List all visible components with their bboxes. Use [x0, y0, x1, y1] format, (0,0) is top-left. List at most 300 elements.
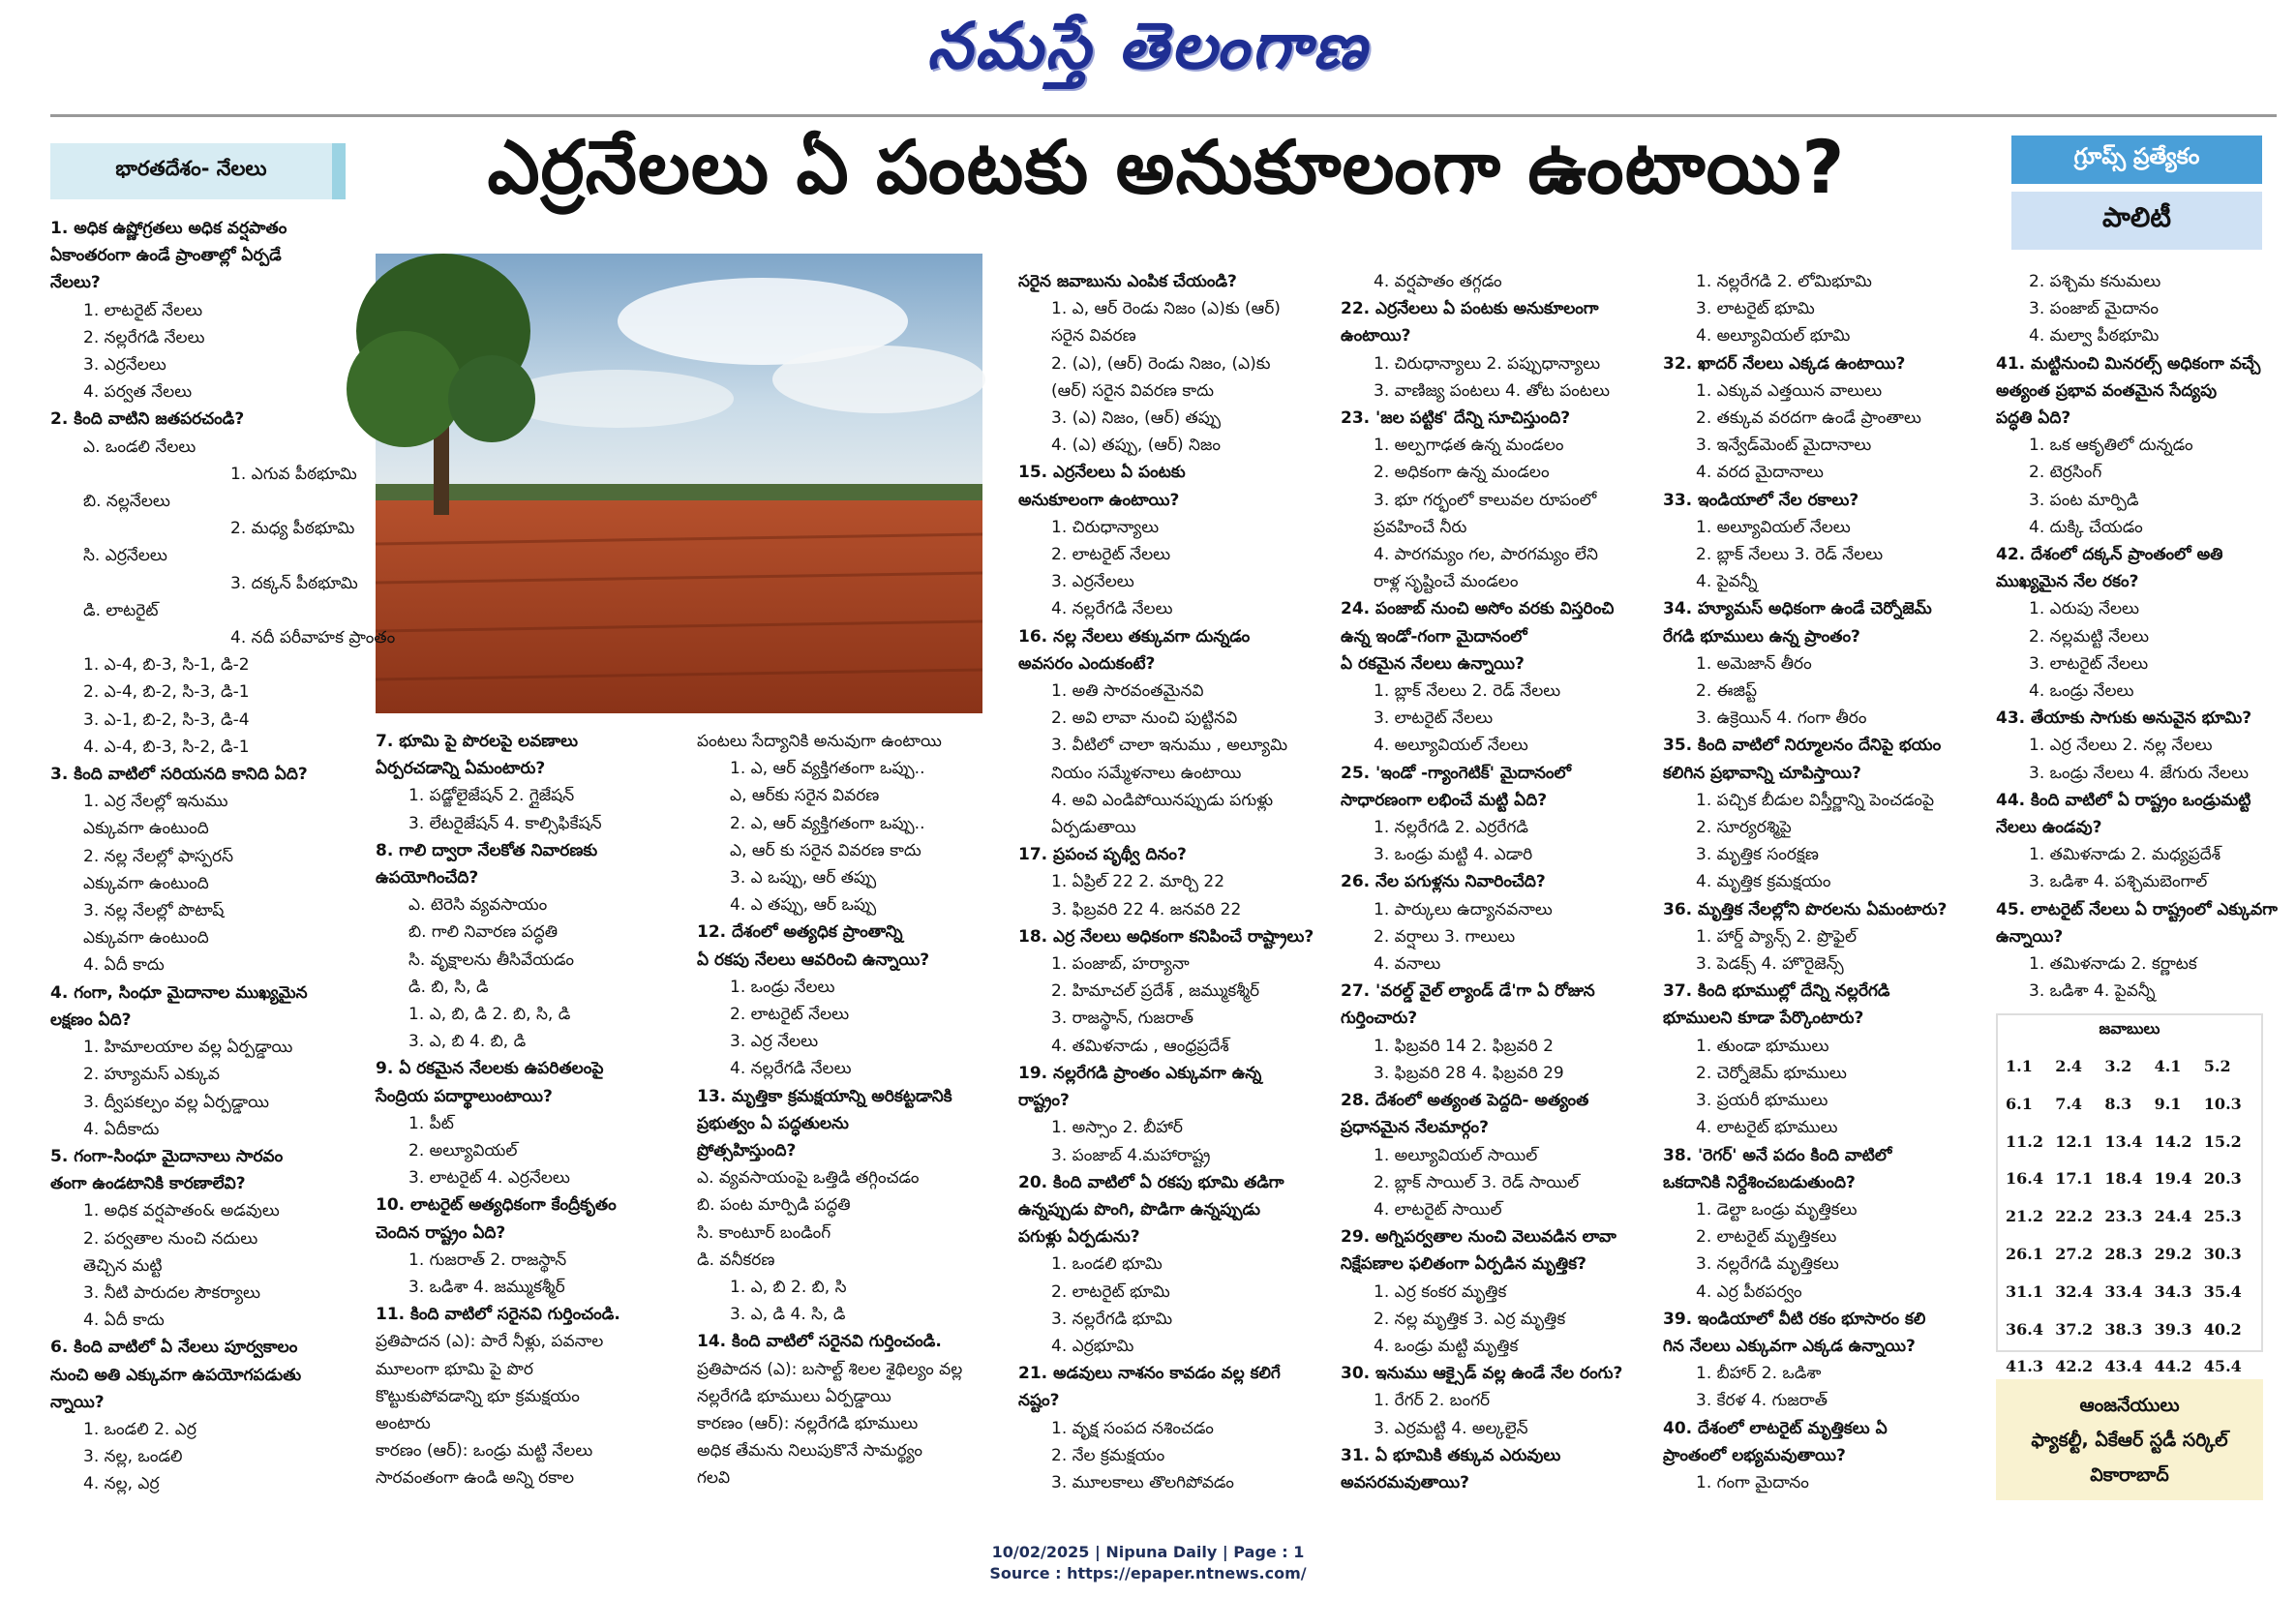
question-text: 45. లాటరైట్ నేలలు ఏ రాష్ట్రంలో ఎక్కువగా — [1996, 899, 2278, 919]
question-text: ఏ రకపు నేలలు ఆవరించి ఉన్నాయి? — [697, 949, 930, 970]
option-text: 2. బ్లాక్ నేలలు 3. రెడ్ నేలలు — [1696, 545, 1884, 565]
option-text: 2. (ఎ), (ఆర్) రెండు నిజం, (ఎ)కు — [1051, 353, 1271, 374]
answer-item: 29.2 — [2154, 1244, 2192, 1263]
answer-item: 24.4 — [2154, 1207, 2192, 1226]
option-text: 1. ఎగువ పీఠభూమి — [230, 464, 357, 484]
option-text: నల్లరేగడి భూములు ఏర్పడ్డాయి — [697, 1386, 891, 1406]
author-location: వికారాబాద్ — [2090, 1463, 2169, 1486]
question-text: చెందిన రాష్ట్రం ఏది? — [376, 1222, 506, 1243]
answer-item: 11.2 — [2006, 1131, 2043, 1151]
option-text: 4. పారగమ్యం గల, పారగమ్యం లేని — [1374, 545, 1598, 565]
question-text: 8. గాలి ద్వారా నేలకోత నివారణకు — [376, 840, 598, 860]
question-text: భూములని కూడా పేర్కొంటారు? — [1663, 1009, 1864, 1029]
answer-item: 41.3 — [2006, 1357, 2043, 1376]
option-text: 2. హ్యూమస్ ఎక్కువ — [83, 1065, 220, 1085]
option-text: 2. లాటరైట్ భూమి — [1051, 1281, 1170, 1302]
option-text: 3. లాటరైట్ నేలలు — [2029, 653, 2149, 674]
question-text: పద్ధతి ఏది? — [1996, 408, 2071, 429]
question-text: 5. గంగా-సింధూ మైదానాలు సారవం — [50, 1146, 284, 1166]
option-text: 3. ఎర్రనేలలు — [1051, 572, 1134, 592]
option-text: 3. ఎ ఒప్పు, ఆర్ తప్పు — [730, 868, 877, 889]
option-text: 2. లాటరైట్ నేలలు — [730, 1005, 850, 1025]
option-text: 1. ఎ-4, బి-3, సి-1, డి-2 — [83, 655, 250, 676]
question-text: 44. కింది వాటిలో ఏ రాష్ట్రం ఒండ్రుమట్టి — [1996, 790, 2251, 810]
answer-item: 10.3 — [2203, 1094, 2242, 1113]
option-text: 2. లాటరైట్ మృత్తికలు — [1696, 1227, 1837, 1248]
question-column-7 — [1996, 268, 2286, 1004]
option-text: 1. అల్పగాఢత ఉన్న మండలం — [1374, 436, 1564, 456]
option-text: 1. అస్సాం 2. బీహార్ — [1051, 1118, 1183, 1138]
option-text: 3. మూలకాలు తొలగిపోవడం — [1051, 1472, 1234, 1492]
question-text: ఉపయోగించేది? — [376, 868, 479, 889]
answer-key-grid — [1998, 1048, 2261, 1386]
option-text: సి. ఎర్రనేలలు — [83, 546, 167, 566]
option-text: 4. దుక్కి చేయడం — [2029, 517, 2143, 537]
option-text: ప్రతిపాదన (ఎ): పారే నీళ్లు, పవనాల — [376, 1332, 604, 1352]
option-text: 2. అవి లావా నుంచి పుట్టినవి — [1051, 708, 1238, 729]
option-text: 3. వీటిలో చాలా ఇనుము , అల్యూమి — [1051, 736, 1288, 756]
footer-date-line: 10/02/2025 | Nipuna Daily | Page : 1 — [991, 1543, 1305, 1561]
question-text: నేలలు ఉండవు? — [1996, 818, 2102, 838]
option-text: 4. తమిళనాడు , ఆంధ్రప్రదేశ్ — [1051, 1036, 1229, 1056]
option-text: 4. పర్వత నేలలు — [83, 382, 193, 403]
option-text: 2. ఎ-4, బి-2, సి-3, డి-1 — [83, 682, 250, 703]
question-text: 10. లాటరైట్ అత్యధికంగా కేంద్రీకృతం — [376, 1195, 617, 1216]
option-text: కారణం (ఆర్): నల్లరేగడి భూములు — [697, 1414, 919, 1434]
question-text: 14. కింది వాటిలో సరైనవి గుర్తించండి. — [697, 1332, 942, 1352]
question-text: ఉన్న ఇండో-గంగా మైదానంలో — [1341, 626, 1527, 647]
option-text: 1. అల్యూవియల్ సాయిల్ — [1374, 1145, 1538, 1165]
answer-item: 12.1 — [2055, 1131, 2094, 1151]
option-text: 1. ఏప్రిల్ 22 2. మార్చి 22 — [1051, 872, 1225, 892]
option-text: బి. గాలి నివారణ పద్ధతి — [408, 922, 559, 943]
question-text: 37. కింది భూముల్లో దేన్ని నల్లరేగడి — [1663, 981, 1890, 1002]
option-text: 3. ఒండ్రు మట్టి 4. ఎడారి — [1374, 845, 1533, 865]
option-text: ఎ. వ్యవసాయంపై ఒత్తిడి తగ్గించడం — [697, 1168, 920, 1189]
option-text: 4. ఒండ్రు మట్టి మృత్తిక — [1374, 1336, 1519, 1356]
option-text: 1. అల్యూవియల్ నేలలు — [1696, 517, 1851, 537]
option-text: 1. ఎ, బి 2. బి, సి — [730, 1278, 847, 1298]
option-text: 1. ఎ, బి, డి 2. బి, సి, డి — [408, 1005, 571, 1025]
option-text: 3. ఇన్వేడ్‌మెంట్ మైదానాలు — [1696, 436, 1872, 456]
answer-item: 40.2 — [2203, 1319, 2242, 1339]
question-text: 17. ప్రపంచ పృథ్వీ దినం? — [1018, 845, 1187, 865]
question-text: 1. అధిక ఉష్ణోగ్రతలు అధిక వర్షపాతం — [50, 219, 287, 238]
option-text: 1. హార్డ్ ప్యాన్స్ 2. ప్రొఫైల్ — [1696, 926, 1858, 947]
option-text: 4. ఎ తప్పు, ఆర్ ఒప్పు — [730, 895, 877, 916]
answer-item: 30.3 — [2203, 1244, 2242, 1263]
question-column-1 — [50, 215, 396, 1512]
option-text: 2. చెర్నోజెమ్ భూములు — [1696, 1063, 1847, 1083]
option-text: 1. ఎర్ర నేలలు 2. నల్ల నేలలు — [2029, 736, 2213, 756]
option-text: 3. పంజాబ్ 4.మహారాష్ట్ర — [1051, 1145, 1211, 1165]
option-text: 3. (ఎ) నిజం, (ఆర్) తప్పు — [1051, 408, 1221, 429]
option-text: 2. పశ్చిమ కనుమలు — [2029, 272, 2161, 291]
option-text: 1. ఒండలి 2. ఎర్ర — [83, 1419, 196, 1439]
answer-item: 2.4 — [2055, 1057, 2083, 1075]
option-text: 1. ఎర్ర నేలల్లో ఇనుము — [83, 792, 228, 812]
answer-item: 20.3 — [2203, 1169, 2242, 1189]
question-text: నిక్షేపణాల ఫలితంగా ఏర్పడిన మృత్తిక? — [1341, 1254, 1586, 1275]
option-text: 2. నల్లరేగడి నేలలు — [83, 327, 205, 347]
option-text: 4. వరద మైదానాలు — [1696, 463, 1824, 483]
option-text: సరైన వివరణ — [1051, 326, 1136, 347]
question-text: 29. అగ్నిపర్వతాల నుంచి వెలువడిన లావా — [1341, 1227, 1616, 1248]
question-text: 4. గంగా, సింధూ మైదానాల ముఖ్యమైన — [50, 982, 308, 1003]
question-text: 36. మృత్తిక నేలల్లోని పొరలను ఏమంటారు? — [1663, 899, 1948, 919]
question-column-2 — [376, 728, 690, 1512]
option-text: 1. తుండా భూములు — [1696, 1036, 1829, 1056]
answer-item: 42.2 — [2055, 1357, 2094, 1376]
option-text: 3. ద్వీపకల్పం వల్ల ఏర్పడ్డాయి — [83, 1092, 269, 1112]
option-text: 3. లాటరైట్ 4. ఎర్రనేలలు — [408, 1168, 570, 1189]
question-text: ప్రాంతంలో లభ్యమవుతాయి? — [1663, 1445, 1846, 1465]
question-text: 6. కింది వాటిలో ఏ నేలలు పూర్వకాలం — [50, 1338, 298, 1358]
option-text: 3. లాటరైట్ భూమి — [1696, 299, 1815, 319]
option-text: 2. మధ్య పీఠభూమి — [230, 519, 355, 539]
option-text: ఎ. టెరెసి వ్యవసాయం — [408, 895, 548, 916]
author-name: ఆంజనేయులు — [2079, 1394, 2180, 1416]
question-text: 24. పంజాబ్ నుంచి అసోం వరకు విస్తరించి — [1341, 599, 1615, 619]
question-text: అవసరమవుతాయి? — [1341, 1472, 1469, 1492]
option-text: 3. పెడక్స్ 4. హొరైజెన్స్ — [1696, 954, 1844, 975]
question-text: 25. 'ఇండో -గ్యాంగెటిక్' మైదానంలో — [1341, 763, 1572, 783]
question-text: గిన నేలలు ఎక్కువగా ఎక్కడ ఉన్నాయి? — [1663, 1336, 1916, 1356]
question-text: 43. తేయాకు సాగుకు అనువైన భూమి? — [1996, 708, 2252, 729]
option-text: 2. పర్వతాల నుంచి నదులు — [83, 1228, 258, 1249]
option-text: 1. అధిక వర్షపాతం& అడవులు — [83, 1201, 280, 1221]
option-text: 2. టెర్రసింగ్ — [2029, 463, 2102, 483]
question-column-6 — [1663, 268, 1982, 1512]
option-text: 4. నల్ల, ఎర్ర — [83, 1474, 160, 1494]
option-text: రాళ్ల సృష్టించే మండలం — [1374, 572, 1519, 592]
option-text: 2. నల్ల మృత్తిక 3. ఎర్ర మృత్తిక — [1374, 1309, 1566, 1329]
question-text: 40. దేశంలో లాటరైట్ మృత్తికలు ఏ — [1663, 1418, 1888, 1438]
option-text: 3. ఫిబ్రవరి 28 4. ఫిబ్రవరి 29 — [1374, 1063, 1564, 1083]
option-text: 2. ఈజిప్ట్ — [1696, 681, 1758, 702]
option-text: 3. ఒడిశా 4. పైవన్నీ — [2029, 981, 2156, 1002]
option-text: 4. ఏదీ కాదు — [83, 1311, 165, 1331]
answer-item: 4.1 — [2154, 1057, 2182, 1075]
option-text: నియం సమ్మేళనాలు ఉంటాయి — [1051, 763, 1242, 783]
option-text: 3. మృత్తిక సంరక్షణ — [1696, 845, 1819, 865]
option-text: 3. నీటి పారుదల సౌకర్యాలు — [83, 1282, 260, 1303]
option-text: ఎ, ఆర్ కు సరైన వివరణ కాదు — [730, 840, 921, 860]
option-text: 3. పంజాబ్ మైదానం — [2029, 299, 2159, 319]
option-text: కొట్టుకుపోవడాన్ని భూ క్రమక్షయం — [376, 1386, 580, 1406]
option-text: 2. ఎ, ఆర్ వ్యక్తిగతంగా ఒప్పు.. — [730, 813, 925, 833]
option-text: ఎ. ఒండలి నేలలు — [83, 437, 196, 457]
answer-item: 33.4 — [2104, 1281, 2143, 1301]
question-text: సేంద్రియ పదార్థాలుంటాయి? — [376, 1086, 553, 1106]
option-text: సి. వృక్షాలను తీసివేయడం — [408, 949, 574, 970]
answer-key-title: జవాబులు — [2099, 1019, 2160, 1038]
option-text: సి. కాంటూర్ బండింగ్ — [697, 1222, 831, 1243]
option-text: 3. పంట మార్పిడి — [2029, 490, 2139, 510]
option-text: 3. ఎర్ర నేలలు — [730, 1032, 819, 1052]
option-text: 1. ఎ, ఆర్ రెండు నిజం (ఎ)కు (ఆర్) — [1051, 299, 1281, 319]
question-text: లక్షణం ఏది? — [50, 1009, 132, 1030]
option-text: 4. వనాలు — [1374, 954, 1441, 975]
option-text: 4. ఎర్రభూమి — [1051, 1336, 1134, 1356]
question-text: ఏకాంతరంగా ఉండే ప్రాంతాల్లో ఏర్పడే — [50, 246, 282, 266]
option-text: 1. గుజరాత్ 2. రాజస్థాన్ — [408, 1250, 567, 1270]
option-text: 1. పచ్చిక బీడుల విస్తీర్ణాన్ని పెంచడంపై — [1696, 790, 1935, 810]
answer-item: 43.4 — [2104, 1357, 2143, 1376]
option-text: 4. నదీ పరీవాహక ప్రాంతం — [230, 628, 396, 648]
question-text: నష్టం? — [1018, 1391, 1060, 1411]
option-text: 4. లాటరైట్ సాయిల్ — [1374, 1199, 1502, 1220]
option-text: 1. ఫిబ్రవరి 14 2. ఫిబ్రవరి 2 — [1374, 1036, 1554, 1056]
option-text: 4. పైవన్నీ — [1696, 572, 1758, 592]
question-text: 35. కింది వాటిలో నిర్మూలనం దేనిపై భయం — [1663, 736, 1942, 756]
answer-item: 35.4 — [2203, 1281, 2242, 1301]
question-text: 12. దేశంలో అత్యధిక ప్రాంతాన్ని — [697, 922, 903, 943]
answer-item: 8.3 — [2104, 1094, 2132, 1113]
option-text: 3. ఎ, డి 4. సి, డి — [730, 1305, 846, 1325]
answer-item: 9.1 — [2154, 1094, 2182, 1113]
option-text: 1. హిమాలయాల వల్ల ఏర్పడ్డాయి — [83, 1038, 293, 1058]
option-text: 4. ఎ-4, బి-3, సి-2, డి-1 — [83, 737, 250, 757]
answer-item: 3.2 — [2104, 1057, 2132, 1075]
question-text: 3. కింది వాటిలో సరియనది కానిది ఏది? — [50, 765, 308, 785]
answer-item: 39.3 — [2154, 1319, 2192, 1339]
option-text: 1. తమిళనాడు 2. కర్ణాటక — [2029, 954, 2197, 975]
option-text: 3. వాణిజ్య పంటలు 4. తోట పంటలు — [1374, 380, 1610, 401]
question-text: 20. కింది వాటిలో ఏ రకపు భూమి తడిగా — [1018, 1172, 1284, 1192]
option-text: 1. లాటరైట్ నేలలు — [83, 300, 203, 320]
question-text: ఏ రకమైన నేలలు ఉన్నాయి? — [1341, 653, 1525, 674]
option-text: 3. నల్లరేగడి భూమి — [1051, 1309, 1173, 1329]
option-text: 3. ఎ, బి 4. బి, డి — [408, 1032, 527, 1052]
answer-item: 21.2 — [2006, 1207, 2043, 1226]
question-text: 23. 'జల పట్టిక' దేన్ని సూచిస్తుంది? — [1341, 408, 1571, 429]
author-role: ఫ్యాకల్టీ, ఏకేఆర్ స్టడీ సర్కిల్ — [2031, 1429, 2228, 1451]
option-text: 2. లాటరైట్ నేలలు — [1051, 545, 1171, 565]
question-text: సరైన జవాబును ఎంపిక చేయండి? — [1018, 272, 1237, 291]
option-text: 4. ఏదీ కాదు — [83, 955, 165, 976]
answer-item: 5.2 — [2203, 1057, 2231, 1075]
option-text: 3. ఒండ్రు నేలలు 4. జేగురు నేలలు — [2029, 763, 2249, 783]
answer-item: 44.2 — [2154, 1357, 2192, 1376]
answer-item: 37.2 — [2055, 1319, 2094, 1339]
question-text: 9. ఏ రకమైన నేలలకు ఉపరితలంపై — [376, 1059, 604, 1079]
answer-item: 36.4 — [2006, 1319, 2043, 1339]
option-text: డి. వనీకరణ — [697, 1250, 775, 1270]
question-column-4 — [1018, 268, 1338, 1512]
question-text: 27. 'వరల్డ్ వైల్ ల్యాండ్ డే'గా ఏ రోజున — [1341, 981, 1595, 1002]
option-text: 3. నల్ల నేలల్లో పొటాష్ — [83, 901, 225, 921]
answer-item: 19.4 — [2154, 1169, 2192, 1189]
option-text: 1. ఒండ్రు నేలలు — [730, 977, 835, 997]
footer-source-link[interactable]: Source : https://epaper.ntnews.com/ — [989, 1564, 1307, 1582]
option-text: మూలంగా భూమి పై పొర — [376, 1359, 533, 1379]
option-text: 1. ఒండలి భూమి — [1051, 1254, 1163, 1275]
question-text: గుర్తించారు? — [1341, 1009, 1418, 1029]
option-text: 4. ఒండ్రు నేలలు — [2029, 681, 2134, 702]
option-text: 1. చిరుధాన్యాలు 2. పప్పుధాన్యాలు — [1374, 353, 1601, 374]
option-text: 1. ఒక ఆకృతిలో దున్నడం — [2029, 436, 2193, 456]
option-text: 1. పీట్ — [408, 1113, 454, 1133]
question-text: అత్యంత ప్రభావ వంతమైన సేద్యపు — [1996, 380, 2218, 401]
answer-item: 14.2 — [2154, 1131, 2192, 1151]
option-text: 2. బ్లాక్ సాయిల్ 3. రెడ్ సాయిల్ — [1374, 1172, 1580, 1192]
question-text: ప్రధానమైన నేలమార్గం? — [1341, 1118, 1490, 1138]
answer-item: 34.3 — [2154, 1281, 2192, 1301]
page-footer — [0, 1542, 2296, 1584]
answer-item: 13.4 — [2104, 1131, 2143, 1151]
question-text: రేగడి భూములు ఉన్న ప్రాంతం? — [1663, 626, 1860, 647]
question-text: పగుళ్లు ఏర్పడును? — [1018, 1227, 1140, 1248]
question-text: 31. ఏ భూమికి తక్కువ ఎరువులు — [1341, 1445, 1561, 1465]
headline: ఎర్రనేలలు ఏ పంటకు అనుకూలంగా ఉంటాయి? — [487, 124, 1846, 210]
option-text: 1. వృక్ష సంపద నశించడం — [1051, 1418, 1214, 1438]
question-text: 34. హ్యూమస్ అధికంగా ఉండే చెర్నోజెమ్ — [1663, 599, 1932, 619]
option-text: 3. ఎర్రమట్టి 4. అల్కలైన్ — [1374, 1418, 1528, 1438]
option-text: 4. అవి ఎండిపోయినప్పుడు పగుళ్లు — [1051, 790, 1274, 810]
question-text: అవసరం ఎందుకంటే? — [1018, 653, 1156, 674]
question-text: అనుకూలంగా ఉంటాయి? — [1018, 490, 1180, 510]
question-text: ఉన్నాయి? — [1996, 926, 2064, 947]
question-text: 2. కింది వాటిని జతపరచండి? — [50, 409, 245, 430]
option-text: 1. పార్కులు ఉద్యానవనాలు — [1374, 899, 1553, 919]
question-text: ఏర్పరచడాన్ని ఏమంటారు? — [376, 759, 546, 779]
question-text: నుంచి అతి ఎక్కువగా ఉపయోగపడుతు — [50, 1365, 302, 1385]
question-text: 11. కింది వాటిలో సరైనవి గుర్తించండి. — [376, 1305, 620, 1325]
answer-item: 18.4 — [2104, 1169, 2143, 1189]
topic-label: భారతదేశం- నేలలు — [50, 143, 346, 199]
option-text: 1. ఎరుపు నేలలు — [2029, 599, 2139, 619]
question-text: ముఖ్యమైన నేల రకం? — [1996, 572, 2139, 592]
option-text: 2. సూర్యరశ్మిపై — [1696, 818, 1792, 838]
question-text: రాష్ట్రం? — [1018, 1091, 1070, 1111]
option-text: ఎక్కువగా ఉంటుంది — [83, 819, 209, 839]
option-text: 4. నల్లరేగడి నేలలు — [1051, 599, 1173, 619]
red-soil-field-photo — [376, 254, 982, 713]
question-text: సాధారణంగా లభించే మట్టి ఏది? — [1341, 790, 1548, 810]
option-text: 3. ఎ-1, బి-2, సి-3, డి-4 — [83, 709, 250, 730]
option-text: 2. అధికంగా ఉన్న మండలం — [1374, 463, 1550, 483]
option-text: 4. అల్యూవియల్ భూమి — [1696, 326, 1851, 347]
option-text: 1. నల్లరేగడి 2. లోమిభూమి — [1696, 272, 1872, 291]
option-text: 1. పంజాబ్, హర్యానా — [1051, 954, 1190, 975]
question-text: న్నాయి? — [50, 1392, 105, 1412]
answer-item: 16.4 — [2006, 1169, 2043, 1189]
answer-item: 26.1 — [2006, 1244, 2043, 1263]
option-text: తెచ్చిన మట్టి — [83, 1255, 163, 1276]
option-text: 3. భూ గర్భంలో కాలువల రూపంలో — [1374, 490, 1597, 510]
question-text: 18. ఎర్ర నేలలు అధికంగా కనిపించే రాష్ట్రాలు? — [1018, 926, 1314, 947]
option-text: 2. నల్ల నేలల్లో ఫాస్పరస్ — [83, 846, 234, 866]
option-text: 3. దక్కన్ పీఠభూమి — [230, 573, 358, 593]
question-text: 19. నల్లరేగడి ప్రాంతం ఎక్కువగా ఉన్న — [1018, 1063, 1262, 1083]
question-column-5 — [1341, 268, 1660, 1512]
option-text: 1. ఎ, ఆర్ వ్యక్తిగతంగా ఒప్పు.. — [730, 759, 925, 779]
option-text: ప్రతిపాదన (ఎ): బసాల్ట్ శిలల శైథిల్యం వల్ల — [697, 1359, 963, 1379]
option-text: 1. రేగర్ 2. బంగర్ — [1374, 1391, 1491, 1411]
option-text: 4. మల్వా పీఠభూమి — [2029, 326, 2160, 347]
option-text: 4. మృత్తిక క్రమక్షయం — [1696, 872, 1831, 892]
answer-item: 1.1 — [2006, 1057, 2033, 1075]
option-text: 4. లాటరైట్ భూములు — [1696, 1118, 1838, 1138]
option-text: 1. ఎర్ర కంకర మృత్తిక — [1374, 1281, 1507, 1302]
option-text: 1. అమెజాన్ తీరం — [1696, 653, 1812, 674]
question-text: 28. దేశంలో అత్యంత పెద్దది- అత్యంత — [1341, 1091, 1589, 1111]
question-text: ప్రోత్సహిస్తుంది? — [697, 1141, 797, 1161]
option-text: 3. నల్లరేగడి మృత్తికలు — [1696, 1254, 1839, 1275]
option-text: 3. కేరళ 4. గుజరాత్ — [1696, 1391, 1828, 1411]
option-text: 2. హిమాచల్ ప్రదేశ్ , జమ్ముకశ్మీర్ — [1051, 981, 1260, 1002]
option-text: 1. చిరుధాన్యాలు — [1051, 517, 1160, 537]
option-text: 3. ఫిబ్రవరి 22 4. జనవరి 22 — [1051, 899, 1242, 919]
option-text: 2. వర్షాలు 3. గాలులు — [1374, 926, 1516, 947]
option-text: (ఆర్) సరైన వివరణ కాదు — [1051, 380, 1214, 401]
option-text: 3. లేటరైజేషన్ 4. కాల్సిఫికేషన్ — [408, 813, 602, 833]
question-text: ఒకదానికి నిర్దేశించబడుతుంది? — [1663, 1172, 1856, 1192]
option-text: 3. ఒడిశా 4. పశ్చిమబెంగాల్ — [2029, 872, 2208, 892]
option-text: అంటారు — [376, 1414, 431, 1434]
question-text: తంగా ఉండటానికి కారణాలేవి? — [50, 1174, 246, 1194]
subject-label: పాలిటీ — [2011, 192, 2262, 250]
answer-item: 28.3 — [2104, 1244, 2143, 1263]
option-text: 4. ఏదీకాదు — [83, 1119, 160, 1139]
question-text: ప్రభుత్వం ఏ పద్ధతులను — [697, 1113, 849, 1133]
question-text: నేలలు? — [50, 273, 101, 293]
question-text: ఉన్నప్పుడు పొంగి, పొడిగా ఉన్నప్పుడు — [1018, 1199, 1261, 1220]
option-text: గలవి — [697, 1468, 731, 1489]
answer-item: 22.2 — [2055, 1207, 2094, 1226]
option-text: 2. తక్కువ వరదగా ఉండే ప్రాంతాలు — [1696, 408, 1921, 429]
option-text: పంటలు సేద్యానికి అనువుగా ఉంటాయి — [697, 732, 942, 751]
option-text: 1. పడ్జోలైజేషన్ 2. గ్లైజేషన్ — [408, 786, 575, 806]
header-rule — [50, 114, 2277, 117]
answer-item: 32.4 — [2055, 1281, 2094, 1301]
question-text: 39. ఇండియాలో వీటి రకం భూసారం కలి — [1663, 1309, 1926, 1329]
option-text: కారణం (ఆర్): ఒండ్రు మట్టి నేలలు — [376, 1441, 593, 1461]
option-text: ఎ, ఆర్‌కు సరైన వివరణ — [730, 786, 880, 806]
option-text: బి. పంట మార్పిడి పద్ధతి — [697, 1195, 851, 1216]
question-text: 32. ఖాదర్ నేలలు ఎక్కడ ఉంటాయి? — [1663, 353, 1906, 374]
option-text: ఎక్కువగా ఉంటుంది — [83, 928, 209, 949]
answer-item: 27.2 — [2055, 1244, 2094, 1263]
option-text: 3. రాజస్థాన్, గుజరాత్ — [1051, 1009, 1194, 1029]
option-text: 3. ఉక్రెయిన్ 4. గంగా తీరం — [1696, 708, 1867, 729]
option-text: 4. ఎర్ర పీఠపర్వం — [1696, 1281, 1802, 1302]
option-text: అధిక తేమను నిలుపుకొనే సామర్థ్యం — [697, 1441, 923, 1461]
masthead-logo: నమస్తే తెలంగాణ — [926, 8, 1370, 83]
option-text: 3. ఒడిశా 4. జమ్ముకశ్మీర్ — [408, 1278, 565, 1298]
answer-item: 23.3 — [2104, 1207, 2143, 1226]
question-text: 41. మట్టినుంచి మినరల్స్ అధికంగా వచ్చే — [1996, 353, 2261, 374]
question-text: 26. నేల పగుళ్లను నివారించేది? — [1341, 872, 1546, 892]
question-column-3 — [697, 728, 1012, 1512]
question-text: 16. నల్ల నేలలు తక్కువగా దున్నడం — [1018, 626, 1251, 647]
option-text: సారవంతంగా ఉండి అన్ని రకాల — [376, 1468, 574, 1489]
option-text: డి. బి, సి, డి — [408, 977, 489, 997]
option-text: ఏర్పడుతాయి — [1051, 818, 1136, 838]
option-text: 2. నల్లమట్టి నేలలు — [2029, 626, 2150, 647]
question-text: ఉంటాయి? — [1341, 326, 1411, 347]
question-text: కలిగిన ప్రభావాన్ని చూపిస్తాయి? — [1663, 763, 1861, 783]
question-text: 21. అడవులు నాశనం కావడం వల్ల కలిగే — [1018, 1364, 1281, 1384]
option-text: ఎక్కువగా ఉంటుంది — [83, 873, 209, 893]
author-credit — [1996, 1379, 2263, 1500]
option-text: బి. నల్లనేలలు — [83, 492, 170, 512]
question-text: 13. మృత్తికా క్రమక్షయాన్ని అరికట్టడానికి — [697, 1086, 952, 1106]
answer-item: 25.3 — [2203, 1207, 2242, 1226]
option-text: 4. నల్లరేగడి నేలలు — [730, 1059, 852, 1079]
option-text: 3. ప్రయరీ భూములు — [1696, 1091, 1828, 1111]
